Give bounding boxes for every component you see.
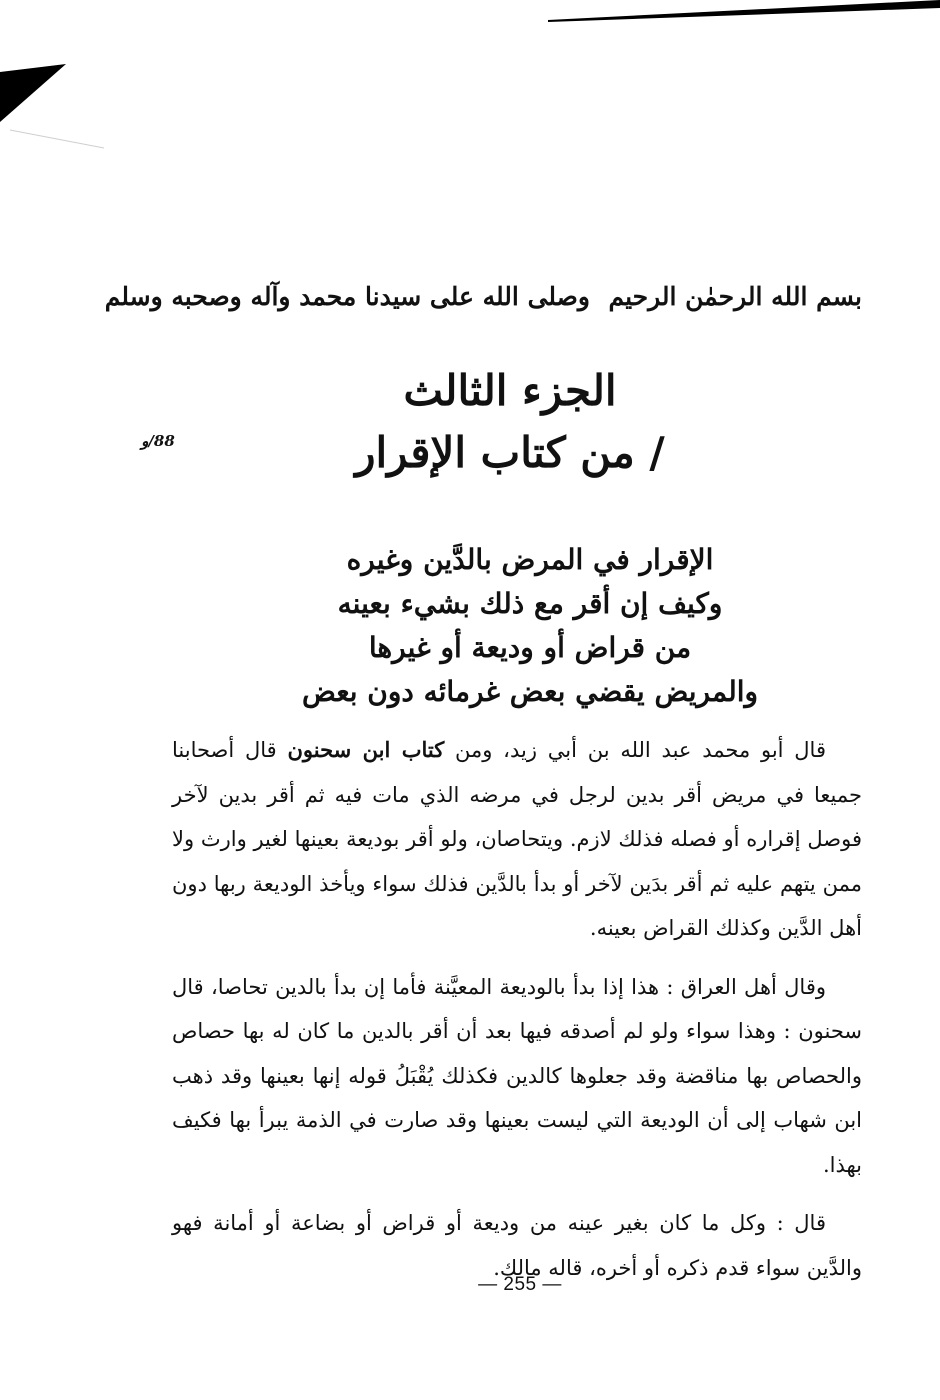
folio-margin-note: 88/و xyxy=(141,432,175,450)
basmala-text: بسم الله الرحمٰن الرحيم xyxy=(608,282,862,311)
section-heading-line: وكيف إن أقر مع ذلك بشيء بعينه xyxy=(337,587,723,620)
book-reference: كتاب ابن سحنون xyxy=(287,737,445,762)
paragraph-2: وقال أهل العراق : هذا إذا بدأ بالوديعة المعيَّنة فأما إن بدأ بالدين تحاصا، قال سحنون : وهذا سواء ولو لم أصدقه فيها بعد أن أقر بالدين ما كان له بها حصاص والحصاص بها مناقضة وقد جعلوها كالدين فكذلك يُقْبَلُ قوله إنها بعينها وقد ذهب ابن شهاب إلى أن الوديعة التي ليست بعينها وقد صارت في الذمة يبرأ بها فكيف بهذا. xyxy=(172,974,862,1177)
paragraph-1-intro: قال أبو محمد عبد الله بن أبي زيد، ومن xyxy=(444,738,826,762)
section-heading-line: والمريض يقضي بعض غرمائه دون بعض xyxy=(301,675,759,708)
paragraph-1-rest: قال أصحابنا جميعا في مريض أقر بدين لرجل في مرضه الذي مات فيه ثم أقر بدين لآخر فوصل إقراره أو فصله فذلك لازم. ويتحاصان، ولو أقر بوديعة بعينها لغير وارث ولا ممن يتهم عليه ثم أقر بدَين لآخر أو بدأ بالدَّين فذلك سواء ويأخذ الوديعة ربها دون أهل الدَّين وكذلك القراض بعينه. xyxy=(172,738,862,940)
section-heading xyxy=(290,538,770,714)
title-line-1: الجزء الثالث xyxy=(403,366,617,415)
scan-edge-shadow-left xyxy=(0,64,110,154)
title-line-2: / من كتاب الإقرار xyxy=(355,428,665,477)
part-title xyxy=(340,360,680,484)
section-heading-line: الإقرار في المرض بالدَّين وغيره xyxy=(346,543,714,576)
paragraph-3: قال : وكل ما كان بغير عينه من وديعة أو قراض أو بضاعة أو أمانة فهو والدَّين سواء قدم ذكره أو أخره، قاله مالك. xyxy=(172,1211,862,1280)
body-text xyxy=(172,728,862,1304)
scan-edge-shadow-top xyxy=(548,0,940,22)
basmala-header xyxy=(104,272,880,332)
salawat-text: وصلى الله على سيدنا محمد وآله وصحبه وسلم xyxy=(104,282,590,311)
page-number: — 255 — xyxy=(478,1274,562,1295)
paragraph-1 xyxy=(172,728,862,951)
section-heading-line: من قراض أو وديعة أو غيرها xyxy=(368,631,692,664)
